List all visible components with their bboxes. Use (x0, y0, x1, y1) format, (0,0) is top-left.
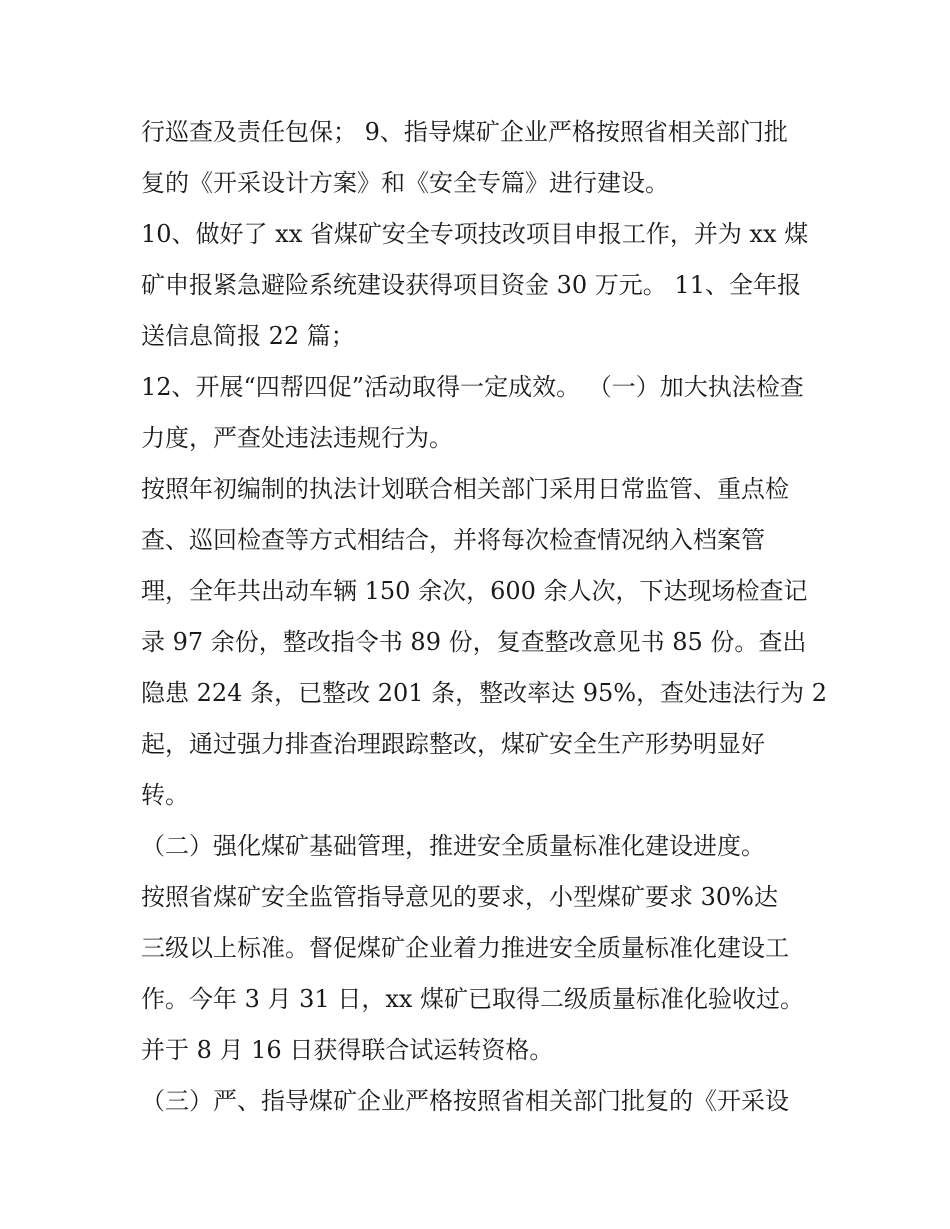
text-line: 查、巡回检查等方式相结合，并将每次检查情况纳入档案管 (141, 526, 765, 554)
text-line: 复的《开采设计方案》和《安全专篇》进行建设。 (141, 169, 669, 197)
text-line: 送信息简报 22 篇； (141, 322, 355, 350)
text-line: 转。 (141, 781, 189, 809)
text-line: 矿申报紧急避险系统建设获得项目资金 30 万元。 11、全年报 (141, 271, 801, 299)
text-line: （二）强化煤矿基础管理，推进安全质量标准化建设进度。 (141, 832, 765, 860)
text-line: 按照省煤矿安全监管指导意见的要求，小型煤矿要求 30%达 (141, 883, 778, 911)
text-line: 12、开展“四帮四促”活动取得一定成效。 （一）加大执法检查 (141, 373, 804, 401)
text-line: （三）严、指导煤矿企业严格按照省相关部门批复的《开采设 (141, 1087, 789, 1115)
text-line: 起，通过强力排查治理跟踪整改，煤矿安全生产形势明显好 (141, 730, 765, 758)
document-body (141, 107, 828, 1127)
text-line: 理，全年共出动车辆 150 余次，600 余人次，下达现场检查记 (141, 577, 808, 605)
text-line: 并于 8 月 16 日获得联合试运转资格。 (141, 1036, 554, 1064)
text-line: 力度，严查处违法违规行为。 (141, 424, 453, 452)
text-line: 按照年初编制的执法计划联合相关部门采用日常监管、重点检 (141, 475, 789, 503)
text-line: 隐患 224 条，已整改 201 条，整改率达 95%，查处违法行为 2 (141, 679, 828, 707)
text-line: 三级以上标准。督促煤矿企业着力推进安全质量标准化建设工 (141, 934, 789, 962)
text-line: 作。今年 3 月 31 日，xx 煤矿已取得二级质量标准化验收过。 (141, 985, 805, 1013)
text-line: 10、做好了 xx 省煤矿安全专项技改项目申报工作，并为 xx 煤 (141, 220, 809, 248)
text-line: 录 97 余份，整改指令书 89 份，复查整改意见书 85 份。查出 (141, 628, 807, 656)
text-line: 行巡查及责任包保； 9、指导煤矿企业严格按照省相关部门批 (141, 118, 788, 146)
